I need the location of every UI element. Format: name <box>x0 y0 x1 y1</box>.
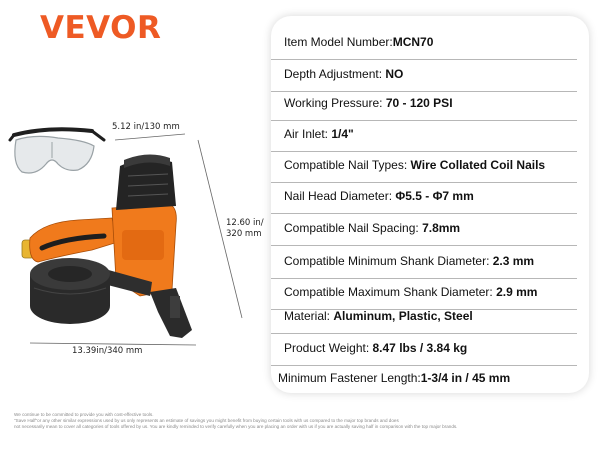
spec-value: 2.3 mm <box>492 254 535 268</box>
dimension-depth-label: 5.12 in/130 mm <box>112 122 180 132</box>
spec-label: Air Inlet: <box>284 127 332 141</box>
spec-value: 1-3/4 in / 45 mm <box>420 371 511 385</box>
coil-nailer-image <box>22 154 192 338</box>
product-image-area <box>0 60 268 410</box>
spec-row-depth-adjustment <box>271 60 589 88</box>
spec-row-product-weight <box>271 334 589 362</box>
spec-row-material <box>271 302 589 330</box>
dimension-height-line2: 320 mm <box>226 229 262 239</box>
spec-label: Nail Head Diameter: <box>284 189 396 203</box>
spec-value: 8.47 lbs / 3.84 kg <box>372 341 468 355</box>
spec-row-model-number <box>271 28 589 56</box>
vevor-logo: VEVOR <box>40 10 162 46</box>
spec-row-nail-spacing <box>271 214 589 242</box>
spec-row-nail-types <box>271 151 589 179</box>
spec-row-min-fastener-length <box>271 364 589 392</box>
dimension-height-line1: 12.60 in/ <box>226 218 264 228</box>
footnote-line: not necessarily mean to cover all categories of tools offered by us. You are kindly reminded to verify carefully when you are placing an order with us if you are actually saving half in comparison with the top major brands. <box>14 424 458 429</box>
spec-value: 1/4" <box>331 127 354 141</box>
spec-row-working-pressure <box>271 89 589 117</box>
footnote-line: "Save Half"or any other similar expressions used by us only represents an estimate of savings you might benefit from buying certain tools with us compared to the major top brands and does <box>14 418 399 423</box>
spec-label: Compatible Nail Types: <box>284 158 411 172</box>
spec-label: Compatible Nail Spacing: <box>284 221 423 235</box>
spec-value: MCN70 <box>392 35 434 49</box>
spec-label: Product Weight: <box>284 341 373 355</box>
footnote-line: We continue to be committed to provide you with cost-effective tools. <box>14 412 154 417</box>
spec-row-air-inlet <box>271 120 589 148</box>
spec-label: Item Model Number: <box>284 35 393 49</box>
spec-label: Minimum Fastener Length: <box>278 371 421 385</box>
safety-glasses-image <box>10 129 104 173</box>
spec-label: Compatible Minimum Shank Diameter: <box>284 254 493 268</box>
spec-label: Compatible Maximum Shank Diameter: <box>284 285 497 299</box>
spec-value: NO <box>385 67 404 81</box>
spec-row-min-shank-diameter <box>271 247 589 275</box>
spec-panel <box>271 16 589 393</box>
spec-value: 70 - 120 PSI <box>385 96 453 110</box>
spec-label: Depth Adjustment: <box>284 67 386 81</box>
spec-value: Aluminum, Plastic, Steel <box>333 309 473 323</box>
spec-value: 7.8mm <box>422 221 461 235</box>
dimension-height-label <box>226 218 268 240</box>
spec-value: Wire Collated Coil Nails <box>410 158 546 172</box>
dimension-length-label: 13.39in/340 mm <box>72 346 143 356</box>
spec-row-nail-head-diameter <box>271 182 589 210</box>
spec-value: Φ5.5 - Φ7 mm <box>395 189 474 203</box>
disclaimer-footnote <box>14 412 594 430</box>
spec-label: Working Pressure: <box>284 96 386 110</box>
spec-value: 2.9 mm <box>496 285 538 299</box>
spec-divider <box>271 245 577 246</box>
spec-label: Material: <box>284 309 334 323</box>
